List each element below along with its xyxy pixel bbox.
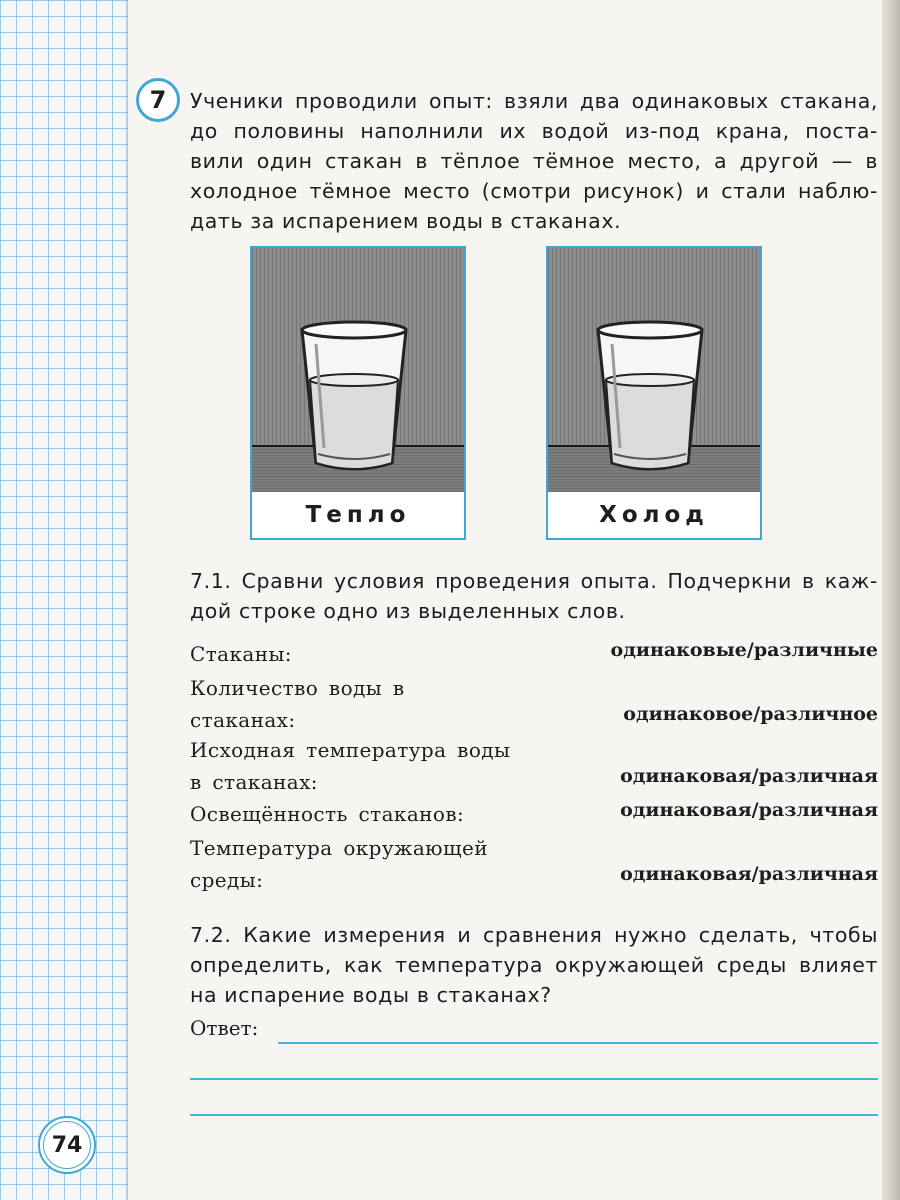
question-7-2-line: 7.2. Какие измерения и сравнения нужно сделать, чтобы [190, 923, 878, 947]
task-intro [190, 86, 878, 236]
row-label-glasses: Стаканы: [190, 642, 292, 666]
page-number: 74 [51, 1132, 83, 1158]
question-7-2-line: определить, как температура окружающей среды влияет [190, 953, 878, 977]
question-7-1-line: дой строке одно из выделенных слов. [190, 599, 626, 623]
answer-line[interactable] [190, 1114, 878, 1116]
question-7-2 [190, 920, 878, 1010]
grid-margin [0, 0, 128, 1200]
task-intro-line: дать за испарением воды в стаканах. [190, 209, 622, 233]
row-label-initial-temperature: Исходная температура воды в стаканах: [190, 738, 511, 794]
row-label-ambient-temperature: Температура окружающей среды: [190, 836, 488, 892]
row-options-glasses[interactable]: одинаковые/различные [610, 639, 878, 661]
question-7-1-line: 7.1. Сравни условия проведения опыта. Подчеркни в каж- [190, 569, 878, 593]
task-intro-line: холодное тёмное место (смотри рисунок) и стали наблю- [190, 179, 878, 203]
page-number-badge [38, 1116, 96, 1174]
row-options-illumination[interactable]: одинаковая/различная [620, 799, 878, 821]
row-options-water-amount[interactable]: одинаковое/различное [623, 703, 878, 725]
answer-line[interactable] [190, 1078, 878, 1080]
task-intro-line: до половины наполнили их водой из-под крана, поста- [190, 119, 878, 143]
task-intro-line: вили один стакан в тёплое тёмное место, а другой — в [190, 149, 878, 173]
row-options-ambient-temperature[interactable]: одинаковая/различная [620, 863, 878, 885]
question-7-2-line: на испарение воды в стаканах? [190, 983, 552, 1007]
figure-warm [250, 246, 466, 540]
question-7-1 [190, 566, 878, 626]
task-number: 7 [149, 86, 167, 114]
figure-warm-caption: Тепло [252, 492, 464, 538]
answer-line[interactable] [278, 1042, 878, 1044]
task-intro-line: Ученики проводили опыт: взяли два одинаковых стакана, [190, 89, 878, 113]
figure-cold [546, 246, 762, 540]
cold-glass-illustration [548, 248, 760, 494]
answer-label: Ответ: [190, 1016, 259, 1040]
page-edge [882, 0, 900, 1200]
warm-glass-illustration [252, 248, 464, 494]
figure-cold-caption: Холод [548, 492, 760, 538]
row-label-illumination: Освещённость стаканов: [190, 802, 465, 826]
row-label-water-amount: Количество воды в стаканах: [190, 676, 405, 732]
task-number-badge [136, 78, 180, 122]
row-options-initial-temperature[interactable]: одинаковая/различная [620, 765, 878, 787]
